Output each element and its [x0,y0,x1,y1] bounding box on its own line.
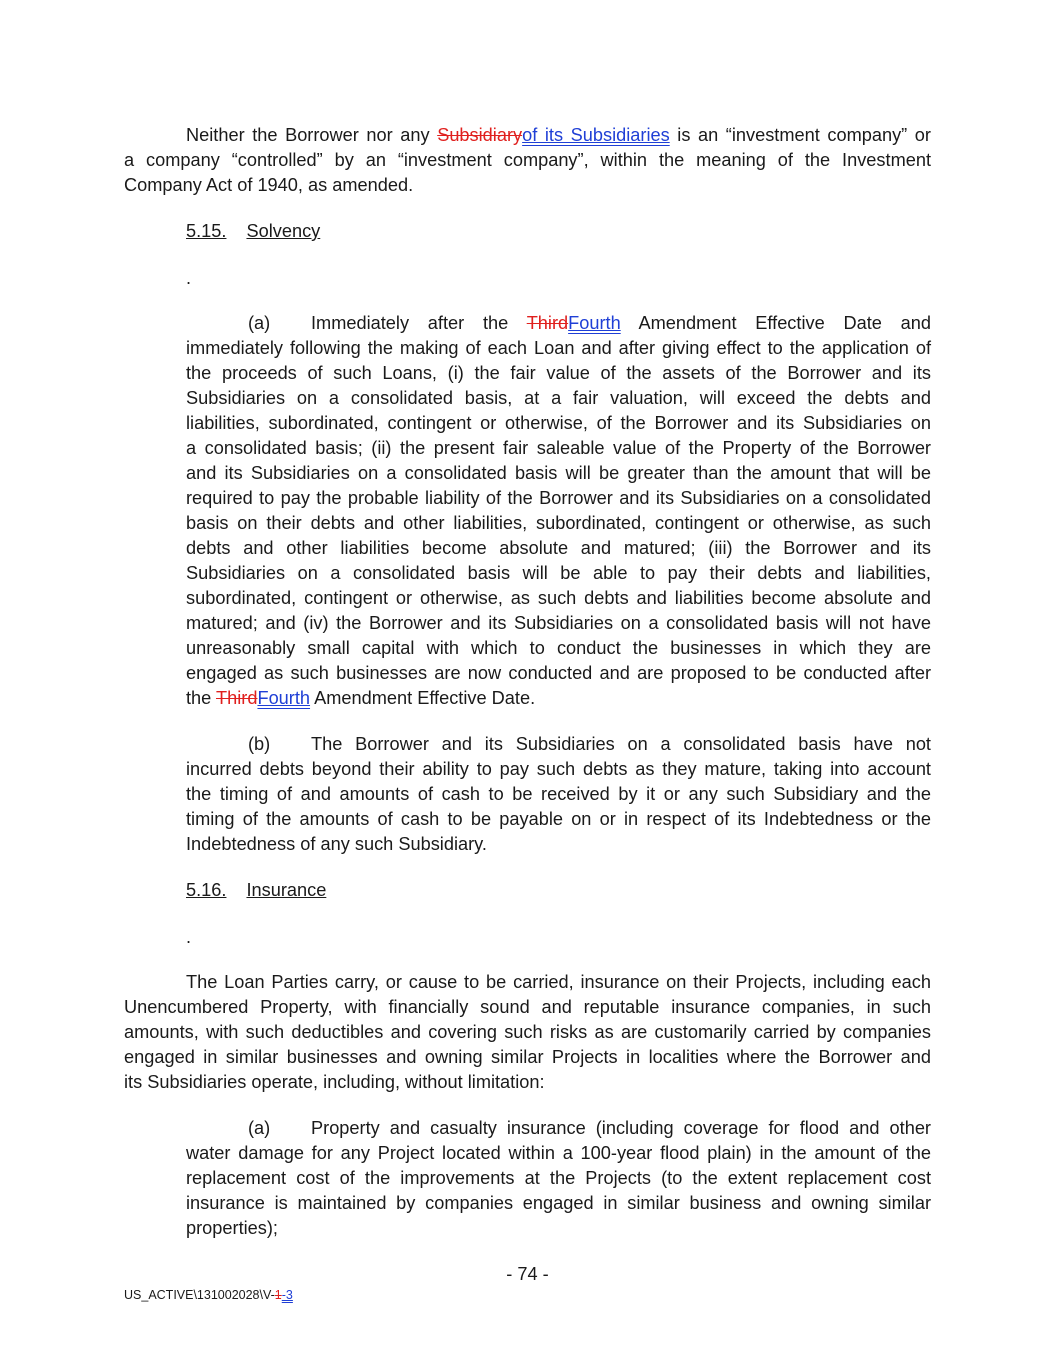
solvency-a-line: basis on their debts and other liabilities, subordinated, contingent or otherwise, as such [186,513,931,533]
solvency-a-line: and its Subsidiaries on a consolidated basis will be greater than the amount that will be [186,463,931,483]
inserted-version: -3 [281,1288,293,1302]
solvency-b-last-line: Indebtedness of any such Subsidiary. [186,834,487,854]
solvency-a-line: liabilities, subordinated, contingent or otherwise, of the Borrower and its Subsidiaries on [186,413,931,433]
item-label-b: (b) [248,734,271,754]
insurance-line-1: The Loan Parties carry, or cause to be carried, insurance on their Projects, including each [186,972,931,992]
solvency-a-line: Subsidiaries on a consolidated basis, at a fair valuation, will exceed the debts and [186,388,931,408]
section-5-16-period: . [186,927,192,947]
paragraph-investment-company-line-1: Neither the Borrower nor any Subsidiaryof its Subsidiaries is an “investment company” or [186,125,931,145]
solvency-a-last-line: the ThirdFourth Amendment Effective Date. [186,688,536,708]
deleted-version: 1 [274,1288,282,1302]
paragraph-investment-company-line-2: a company “controlled” by an “investment company”, within the meaning of the Investment [124,150,931,170]
deleted-text: Third [216,688,258,708]
deleted-text: Third [526,313,569,333]
item-label-a: (a) [248,1118,271,1138]
insurance-a-line: replacement cost of the improvements at the Projects (to the extent replacement cost [186,1168,931,1188]
insurance-line: Unencumbered Property, with financially sound and reputable insurance companies, in such [124,997,931,1017]
insurance-line: engaged in similar businesses and owning similar Projects in localities where the Borrower and [124,1047,931,1067]
insurance-line: amounts, with such deductibles and covering such risks as are customarily carried by companies [124,1022,931,1042]
solvency-a-line: the proceeds of such Loans, (i) the fair value of the assets of the Borrower and its [186,363,931,383]
inserted-text: Fourth [568,313,621,333]
paragraph-investment-company-line-3: Company Act of 1940, as amended. [124,175,414,195]
solvency-a-line-1: Immediately after the ThirdFourth Amendment Effective Date and [311,313,931,333]
solvency-b-line: timing of the amounts of cash to be payable on or in respect of its Indebtedness or the [186,809,931,829]
insurance-a-line-1: Property and casualty insurance (including coverage for flood and other [311,1118,931,1138]
solvency-a-line: immediately following the making of each Loan and after giving effect to the application of [186,338,931,358]
insurance-a-last-line: properties); [186,1218,278,1238]
insurance-a-line: insurance is maintained by companies engaged in similar business and owning similar [186,1193,931,1213]
section-5-15-heading [186,219,320,244]
solvency-a-line: a consolidated basis; (ii) the present fair saleable value of the Property of the Borrower [186,438,931,458]
insurance-last-line: its Subsidiaries operate, including, without limitation: [124,1072,545,1092]
section-number: 5.16. [186,880,227,900]
inserted-text: of its Subsidiaries [522,125,670,145]
section-title: Insurance [246,880,327,900]
item-label-a: (a) [248,313,271,333]
solvency-b-line: incurred debts beyond their ability to pay such debts as they mature, taking into account [186,759,931,779]
solvency-a-line: matured; and (iv) the Borrower and its Subsidiaries on a consolidated basis will not have [186,613,931,633]
solvency-a-line: required to pay the probable liability of the Borrower and its Subsidiaries on a consolidated [186,488,931,508]
solvency-b-line: the timing of and amounts of cash to be received by it or any such Subsidiary and the [186,784,931,804]
solvency-a-line: debts and other liabilities become absolute and matured; (iii) the Borrower and its [186,538,931,558]
document-footer-id: US_ACTIVE\131002028\V-1-3 [124,1288,293,1302]
solvency-a-line: unreasonably small capital with which to conduct the businesses in which they are [186,638,931,658]
section-number: 5.15. [186,221,227,241]
insurance-a-line: water damage for any Project located within a 100-year flood plain) in the amount of the [186,1143,931,1163]
page-number: - 74 - [506,1264,549,1284]
section-title: Solvency [246,221,321,241]
solvency-a-line: engaged as such businesses are now conducted and are proposed to be conducted after [186,663,931,683]
deleted-text: Subsidiary [437,125,523,145]
section-5-15-period: . [186,268,192,288]
solvency-a-line: subordinated, contingent or otherwise, as such debts and liabilities become absolute and [186,588,931,608]
solvency-b-line-1: The Borrower and its Subsidiaries on a consolidated basis have not [311,734,931,754]
inserted-text: Fourth [257,688,311,708]
section-5-16-heading [186,878,326,903]
solvency-a-line: Subsidiaries on a consolidated basis will be able to pay their debts and liabilities, [186,563,931,583]
